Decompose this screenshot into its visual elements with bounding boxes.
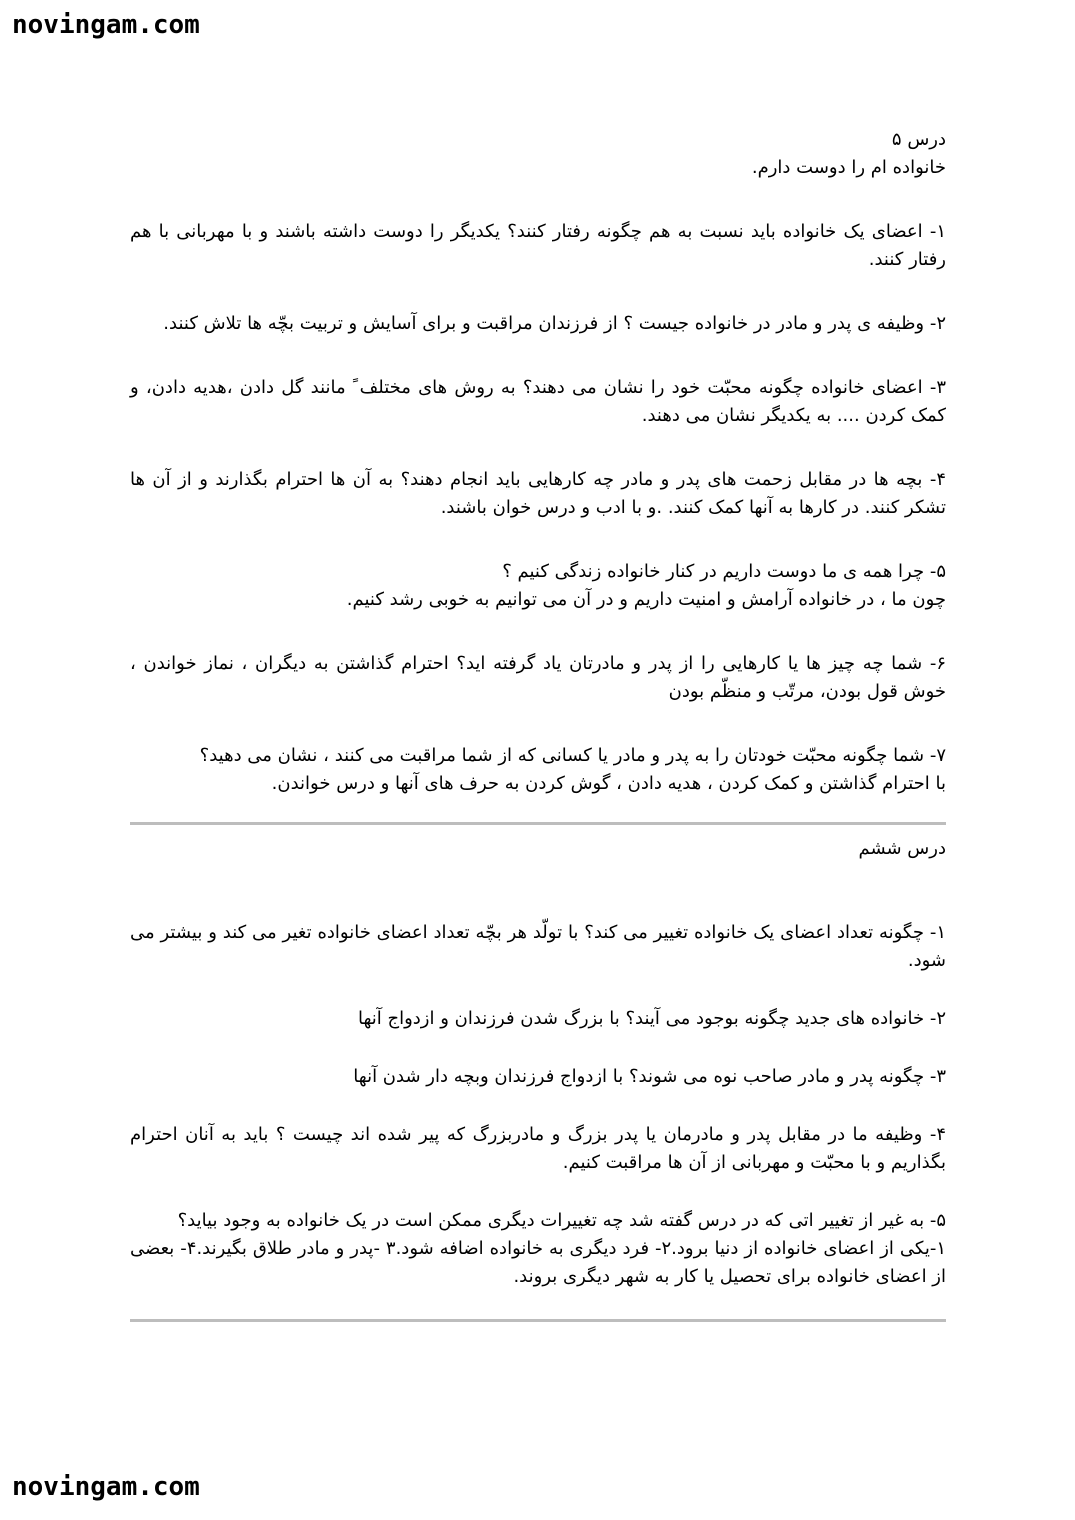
question-text: ۱- چگونه تعداد اعضای یک خانواده تغییر می کند؟ [584,922,946,943]
lesson5-item-4 [130,466,946,522]
lesson6-title: درس ششم [858,838,946,859]
answer-text: یکدیگر را دوست داشته باشند و با مهربانی با هم رفتار کنند. [130,221,946,270]
question-text: ۶- شما چه چیز ها یا کارهایی را از پدر و مادرتان یاد گرفته اید؟ [456,653,947,674]
lesson6-item-3 [130,1063,946,1091]
answer-text: با تولّد هر بچّه تعداد اعضای خانواده تغیر می کند و بیشتر می شود. [130,922,946,971]
lesson5-item-6 [130,650,946,706]
answer-text: از فرزندان مراقبت و برای آسایش و تربیت بچّه ها تلاش کنند. [163,313,618,334]
lesson6-item-1 [130,919,946,975]
lesson5-item-3 [130,374,946,430]
answer-text: باید به آنان احترام بگذاریم و با محبّت و مهربانی از آن ها مراقبت کنیم. [130,1124,946,1173]
answer-text: به آن ها احترام بگذارند و از آن ها تشکر کنند. در کارها به آنها کمک کنند. .و با ادب و درس خوان باشند. [130,469,946,518]
answer-text: با بزرگ شدن فرزندان و ازدواج آنها [357,1008,620,1029]
question-text: ۵- چرا همه ی ما دوست داریم در کنار خانواده زندگی کنیم ؟ [502,561,946,582]
answer-text: به روش های مختلف ً مانند گل دادن ،هدیه دادن، و کمک کردن .... به یکدیگر نشان می دهند. [130,377,946,426]
question-text: ۴- وظیفه ما در مقابل پدر و مادرمان یا پدر بزرگ و مادربزرگ که پیر شده اند چیست ؟ [275,1124,946,1145]
question-text: ۳- چگونه پدر و مادر صاحب نوه می شوند؟ [629,1066,946,1087]
watermark-top: novingam.com [12,10,200,40]
question-text: ۲- خانواده های جدید چگونه بوجود می آیند؟ [625,1008,946,1029]
question-text: ۲- وظیفه ی پدر و مادر در خانواده جیست ؟ [623,313,946,334]
question-text: ۵- به غیر از تغییر اتی که در درس گفته شد چه تغییرات دیگری ممکن است در یک خانواده به وجود بیاید؟ [177,1210,946,1231]
question-text: ۳- اعضای خانواده چگونه محبّت خود را نشان می دهند؟ [522,377,946,398]
lesson6-item-4 [130,1121,946,1177]
lesson5-item-5 [130,558,946,614]
lesson6-item-2 [130,1005,946,1033]
bottom-divider [130,1319,946,1322]
lesson5-item-7 [130,742,946,798]
answer-text: چون ما ، در خانواده آرامش و امنیت داریم و در آن می توانیم به خوبی رشد کنیم. [346,589,946,610]
lesson5-title: درس ۵ [891,129,946,150]
answer-text: با ازدواج فرزندان وبچه دار شدن آنها [353,1066,624,1087]
answer-text: احترام گذاشتن به دیگران ، نماز خواندن ، خوش قول بودن، مرتّب و منظّم بودن [130,653,946,702]
watermark-bottom: novingam.com [12,1472,200,1502]
lesson5-item-2 [130,310,946,338]
lesson5-item-1 [130,218,946,274]
lesson6-section [130,919,946,1291]
question-text: ۷- شما چگونه محبّت خودتان را به پدر و مادر یا کسانی که از شما مراقبت می کنند ، نشان می دهید؟ [199,745,946,766]
document-body [130,126,946,1322]
answer-text: ۱-یکی از اعضای خانواده از دنیا برود.۲- فرد دیگری به خانواده اضافه شود.۳ -پدر و مادر طلاق بگیرند.۴- بعضی از اعضای خانواده برای تحصیل یا کار به شهر دیگری بروند. [130,1238,946,1287]
question-text: ۱- اعضای یک خانواده باید نسبت به هم چگونه رفتار کنند؟ [507,221,946,242]
answer-text: با احترام گذاشتن و کمک کردن ، هدیه دادن ، گوش کردن به حرف های آنها و درس خواندن. [271,773,946,794]
lesson5-subtitle: خانواده ام را دوست دارم. [751,157,946,178]
lesson6-item-5 [130,1207,946,1291]
question-text: ۴- بچه ها در مقابل زحمت های پدر و مادر چه کارهایی باید انجام دهند؟ [400,469,946,490]
section-divider [130,822,946,825]
